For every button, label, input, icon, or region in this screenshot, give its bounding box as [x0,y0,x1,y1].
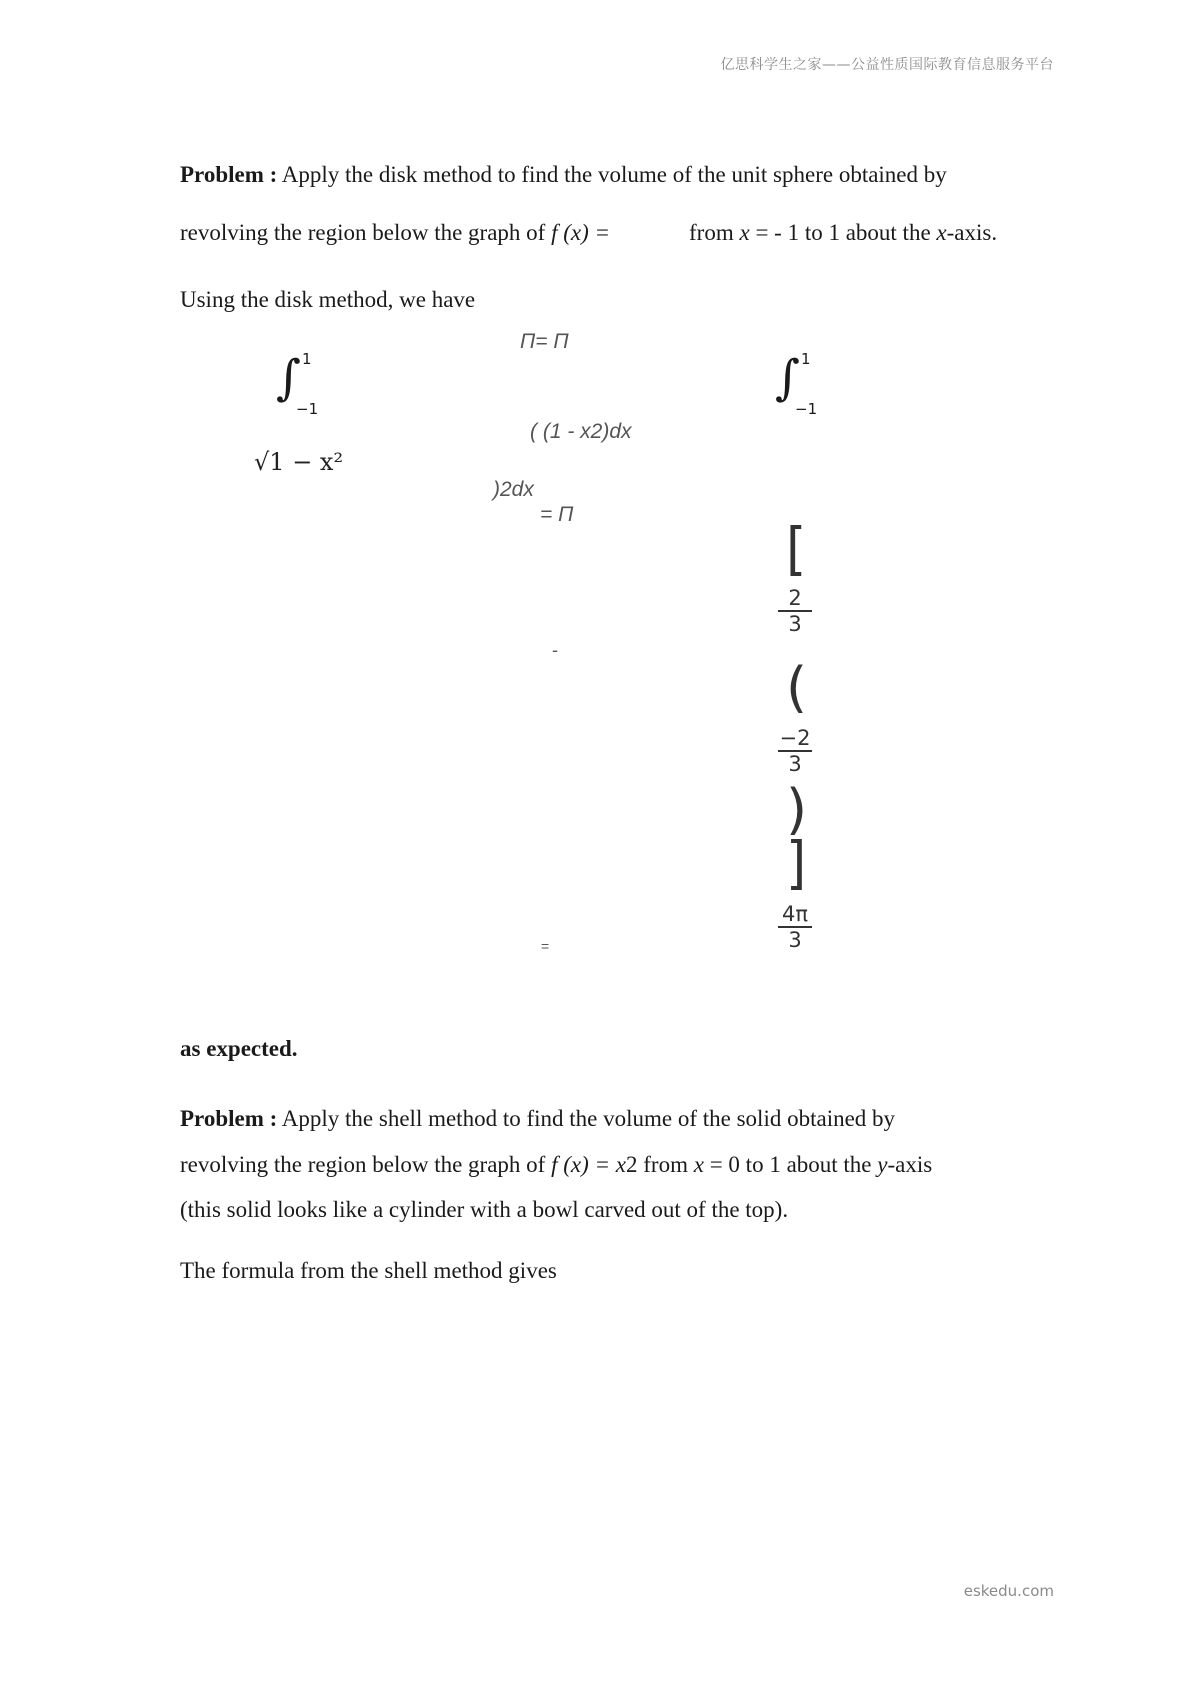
problem2-line1 [180,1106,895,1132]
problem2-line2: revolving the region below the graph of f (x) = x2 from x = 0 to 1 about the y-axis [180,1152,933,1177]
problem1-label: Problem : [180,162,278,187]
bracket-open: [ [786,517,807,583]
problem1-line1 [180,162,947,188]
problem1-line2-left: revolving the region below the graph of f (x) = [180,220,611,245]
fraction-four-pi-thirds: $\frac{4\pi}{3}$ [778,902,812,952]
problem2-text-line1: Apply the shell method to find the volume of the solid obtained by [281,1106,896,1131]
equals-sign: = [541,938,550,954]
fraction-two-thirds: $\frac{2}{3}$ [778,586,812,636]
integral-sign-icon: ∫ [276,350,302,406]
integral-left: ∫ 1 −1 [276,350,319,418]
problem2-label: Problem : [180,1106,278,1131]
as-expected: as expected. [180,1036,298,1061]
problem1-text-line1: Apply the disk method to find the volume of the unit sphere obtained by [281,162,947,187]
page-footer-link[interactable]: eskedu.com [963,1582,1054,1600]
paren-close: ) [786,778,808,841]
paren-open: ( [786,656,808,719]
fraction-neg-two-thirds: $\frac{-2}{3}$ [779,726,811,776]
sqrt-expression: √1 − x² [254,448,344,476]
two-dx: )2dx [493,478,534,501]
pi-equals-pi: Π= Π [520,330,569,353]
equals-pi: = Π [540,503,574,526]
problem2-intro: The formula from the shell method gives [180,1258,557,1283]
problem1-line2-right: from x = - 1 to 1 about the x-axis. [689,220,998,245]
integral-sign-icon: ∫ [775,350,801,406]
integral-right: ∫ 1 −1 [775,350,818,418]
integrand: ( (1 - x2)dx [530,420,632,443]
bracket-close: ] [786,831,807,897]
page-header: 亿思科学生之家——公益性质国际教育信息服务平台 [720,57,1054,73]
minus-sign: - [552,640,558,660]
problem1-intro: Using the disk method, we have [180,287,476,312]
problem2-line3: (this solid looks like a cylinder with a bowl carved out of the top). [180,1197,789,1222]
